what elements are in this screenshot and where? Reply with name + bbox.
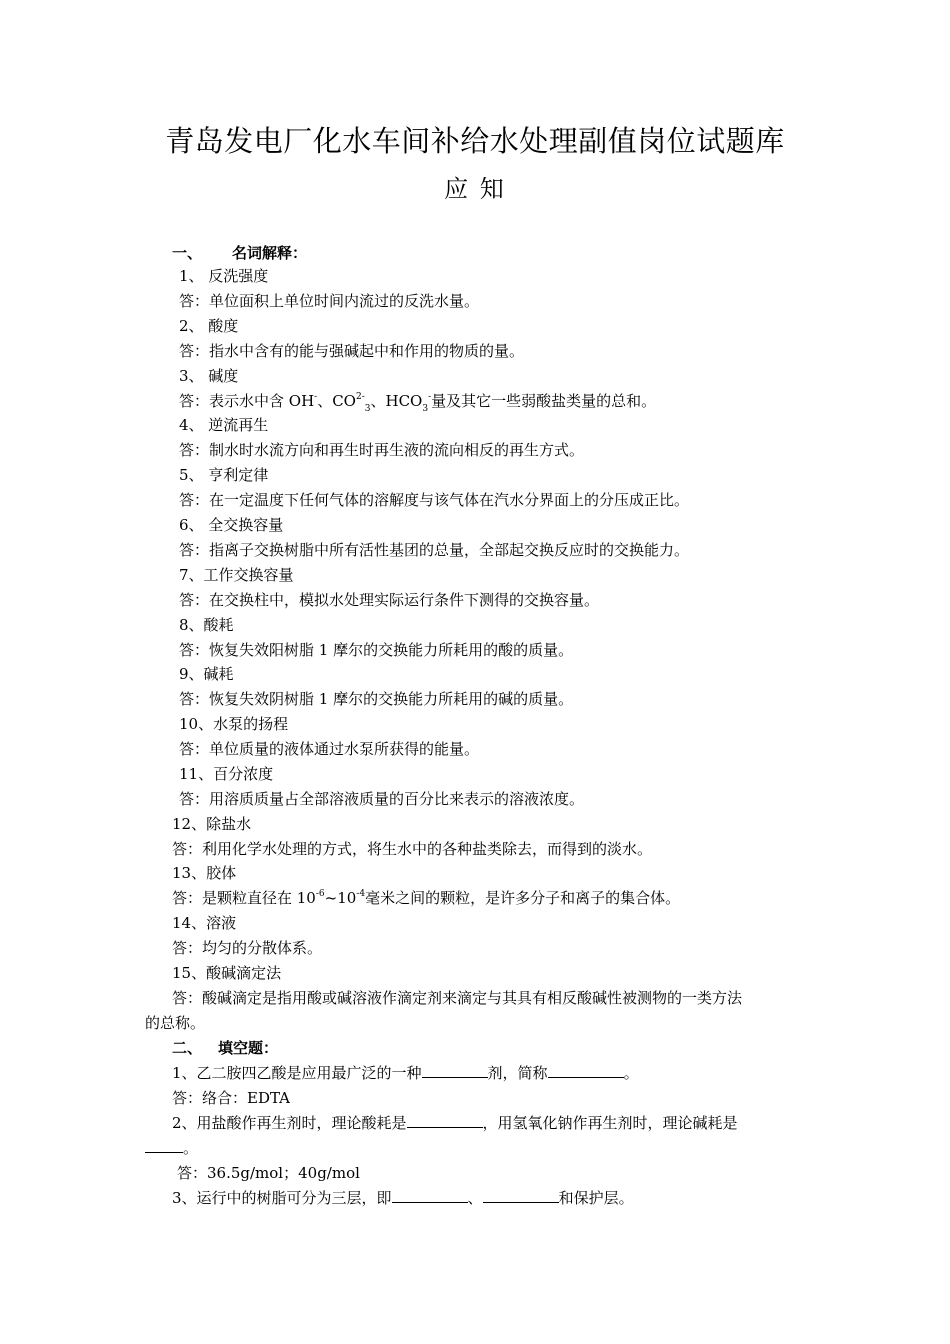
answer-3-sup-3: - — [428, 392, 432, 402]
answer-7: 答：在交换柱中，模拟水处理实际运行条件下测得的交换容量。 — [179, 591, 600, 609]
section-2-label: 填空题： — [218, 1039, 279, 1057]
fill-question-2-part-3: 。 — [183, 1139, 199, 1157]
fill-answer-2: 答：36.5g/mol；40g/mol — [177, 1164, 360, 1182]
answer-14: 答：均匀的分散体系。 — [172, 939, 323, 957]
section-1-heading — [0, 241, 950, 266]
blank-line — [145, 1136, 183, 1153]
answer-3-mid-2: 、HCO — [370, 392, 423, 410]
fill-question-1-part-2: 剂，简称 — [487, 1064, 548, 1082]
fill-question-1-part-1: 1、乙二胺四乙酸是应用最广泛的一种 — [172, 1064, 422, 1082]
blank-line — [392, 1186, 468, 1203]
answer-3-sub-2: 3 — [364, 404, 371, 414]
fill-question-2-line-2 — [0, 1136, 950, 1161]
question-14: 14、溶液 — [172, 914, 237, 932]
fill-question-2-line-1 — [0, 1111, 950, 1136]
blank-line — [483, 1186, 559, 1203]
answer-3-prefix: 答：表示水中含 OH — [179, 392, 315, 410]
answer-1: 答：单位面积上单位时间内流过的反洗水量。 — [179, 292, 480, 310]
question-9: 9、碱耗 — [179, 665, 234, 683]
section-2-number: 二、 — [172, 1039, 203, 1057]
question-1: 1、 反洗强度 — [179, 267, 269, 285]
question-4: 4、 逆流再生 — [179, 416, 269, 434]
answer-3-mid-1: 、CO — [317, 392, 356, 410]
answer-3-sup-1: - — [314, 392, 318, 402]
question-8: 8、酸耗 — [179, 616, 234, 634]
answer-6: 答：指离子交换树脂中所有活性基团的总量，全部起交换反应时的交换能力。 — [179, 541, 690, 559]
answer-8: 答：恢复失效阳树脂 1 摩尔的交换能力所耗用的酸的质量。 — [179, 641, 574, 659]
document-title: 青岛发电厂化水车间补给水处理副值岗位试题库 — [165, 124, 785, 158]
answer-4: 答：制水时水流方向和再生时再生液的流向相反的再生方式。 — [179, 441, 585, 459]
answer-10: 答：单位质量的液体通过水泵所获得的能量。 — [179, 740, 480, 758]
blank-line — [548, 1061, 624, 1078]
answer-3-sup-2: 2- — [355, 392, 365, 402]
question-5: 5、 亨利定律 — [179, 466, 269, 484]
question-2: 2、 酸度 — [179, 317, 239, 335]
blank-line — [407, 1111, 483, 1128]
document-subtitle: 应 知 — [444, 175, 506, 203]
answer-11: 答：用溶质质量占全部溶液质量的百分比来表示的溶液浓度。 — [179, 790, 585, 808]
answer-13-prefix: 答：是颗粒直径在 10 — [172, 889, 316, 907]
fill-question-2-part-1: 2、用盐酸作再生剂时，理论酸耗是 — [172, 1114, 407, 1132]
fill-question-1-part-3: 。 — [623, 1064, 639, 1082]
section-1-label: 名词解释： — [232, 244, 308, 262]
answer-3-suffix: 量及其它一些弱酸盐类量的总和。 — [431, 392, 657, 410]
answer-3-sub-3: 3 — [422, 404, 429, 414]
question-10: 10、水泵的扬程 — [179, 715, 289, 733]
question-12: 12、除盐水 — [172, 815, 252, 833]
question-3: 3、 碱度 — [179, 367, 239, 385]
answer-13 — [0, 886, 950, 911]
section-2-heading — [0, 1036, 950, 1061]
answer-13-sup-1: -6 — [315, 889, 325, 899]
answer-9: 答：恢复失效阴树脂 1 摩尔的交换能力所耗用的碱的质量。 — [179, 690, 574, 708]
section-1-number: 一、 — [172, 244, 203, 262]
answer-12: 答：利用化学水处理的方式，将生水中的各种盐类除去，而得到的淡水。 — [172, 840, 653, 858]
fill-question-1 — [0, 1061, 950, 1086]
fill-question-3 — [0, 1186, 950, 1211]
fill-question-2-part-2: ，用氢氧化钠作再生剂时，理论碱耗是 — [482, 1114, 738, 1132]
answer-2: 答：指水中含有的能与强碱起中和作用的物质的量。 — [179, 342, 525, 360]
answer-5: 答：在一定温度下任何气体的溶解度与该气体在汽水分界面上的分压成正比。 — [179, 491, 690, 509]
question-13: 13、胶体 — [172, 864, 237, 882]
question-11: 11、百分浓度 — [179, 765, 274, 783]
answer-3 — [0, 389, 950, 414]
fill-question-3-part-3: 和保护层。 — [558, 1189, 634, 1207]
answer-15-line-1: 答：酸碱滴定是指用酸或碱溶液作滴定剂来滴定与其具有相反酸碱性被测物的一类方法 — [172, 989, 743, 1007]
fill-question-3-part-2: 、 — [467, 1189, 483, 1207]
question-7: 7、工作交换容量 — [179, 566, 294, 584]
question-15: 15、酸碱滴定法 — [172, 964, 282, 982]
fill-question-3-part-1: 3、运行中的树脂可分为三层，即 — [172, 1189, 392, 1207]
question-6: 6、 全交换容量 — [179, 516, 284, 534]
answer-13-suffix: 毫米之间的颗粒，是许多分子和离子的集合体。 — [365, 889, 681, 907]
fill-answer-1: 答：络合：EDTA — [172, 1089, 290, 1107]
answer-15-line-2: 的总称。 — [145, 1014, 206, 1032]
blank-line — [422, 1061, 488, 1078]
answer-13-sup-2: -4 — [356, 889, 366, 899]
answer-13-mid: ~10 — [324, 889, 357, 907]
